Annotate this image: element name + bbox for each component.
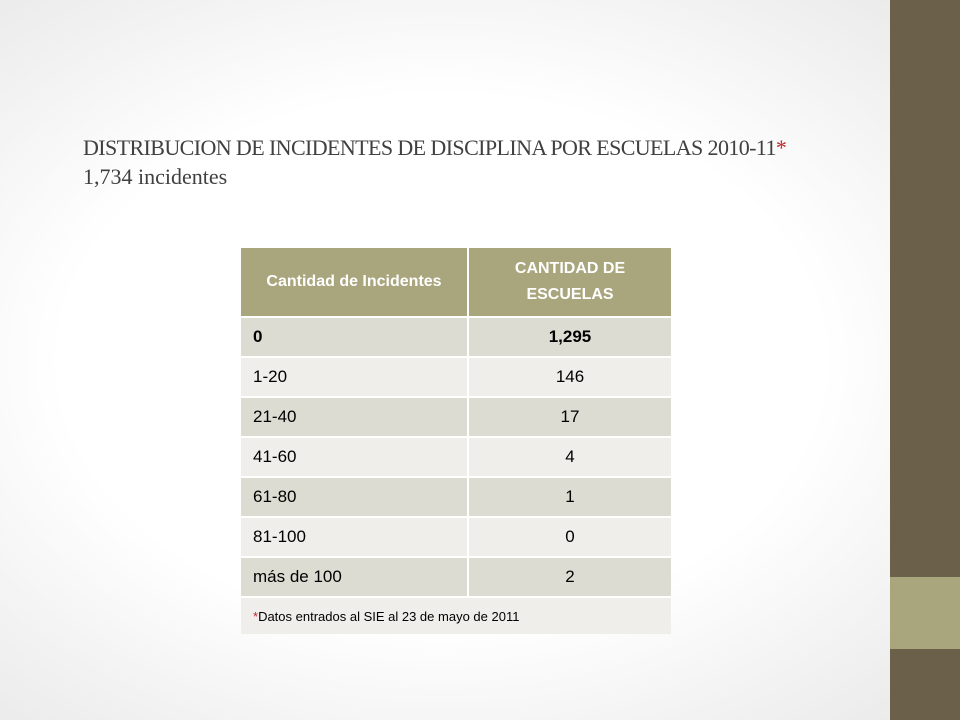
header-incident-count: Cantidad de Incidentes <box>241 248 468 317</box>
school-count-cell: 1 <box>468 477 671 517</box>
table-row <box>241 517 671 557</box>
incidents-table <box>241 248 671 634</box>
school-count-cell: 0 <box>468 517 671 557</box>
table-row <box>241 357 671 397</box>
title-text: DISTRIBUCION DE INCIDENTES DE DISCIPLINA POR ESCUELAS 2010-11 <box>83 135 776 160</box>
table-row <box>241 317 671 357</box>
school-count-cell: 4 <box>468 437 671 477</box>
slide-title <box>83 133 843 191</box>
title-line-2: 1,734 incidentes <box>83 164 228 189</box>
incident-range-cell: 41-60 <box>241 437 468 477</box>
table-footnote-row <box>241 597 671 634</box>
table-row <box>241 477 671 517</box>
school-count-cell: 17 <box>468 397 671 437</box>
header-school-count: CANTIDAD DE ESCUELAS <box>468 248 671 317</box>
table-row <box>241 557 671 597</box>
school-count-cell: 146 <box>468 357 671 397</box>
table-footnote <box>241 597 671 634</box>
incident-range-cell: 1-20 <box>241 357 468 397</box>
table-row <box>241 437 671 477</box>
incident-range-cell: más de 100 <box>241 557 468 597</box>
incident-range-cell: 21-40 <box>241 397 468 437</box>
footnote-text: Datos entrados al SIE al 23 de mayo de 2011 <box>258 608 520 624</box>
school-count-cell: 2 <box>468 557 671 597</box>
table-header-row <box>241 248 671 317</box>
table-row <box>241 397 671 437</box>
school-count-cell: 1,295 <box>468 317 671 357</box>
incident-range-cell: 61-80 <box>241 477 468 517</box>
footnote-asterisk: * <box>253 608 259 624</box>
title-line-1 <box>83 133 843 162</box>
incident-range-cell: 81-100 <box>241 517 468 557</box>
incident-range-cell: 0 <box>241 317 468 357</box>
sidebar-accent-block <box>890 577 960 649</box>
title-asterisk: * <box>775 135 787 160</box>
